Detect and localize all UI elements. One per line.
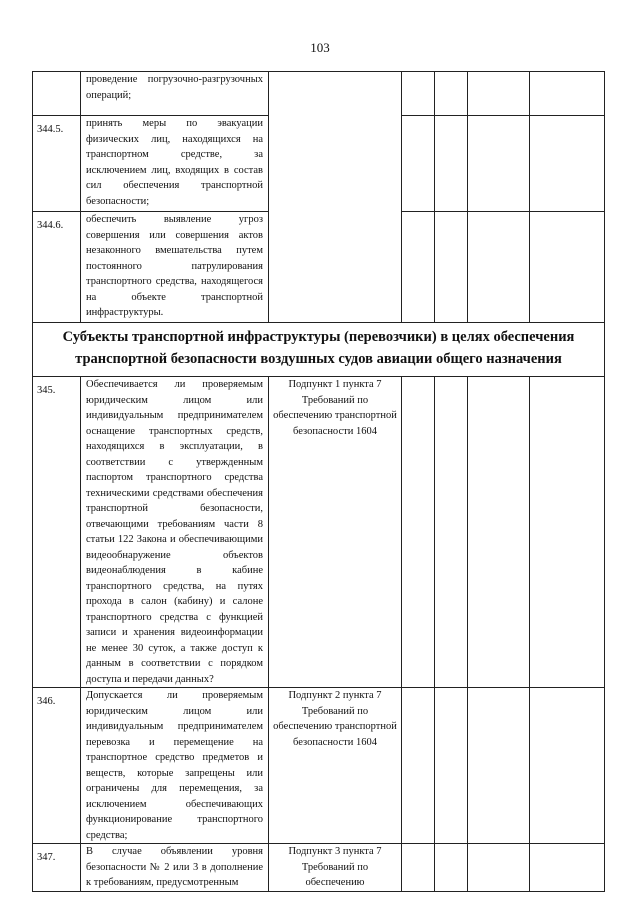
requirement-text: принять меры по эвакуации физических лиц, находящихся на транспортном средстве, за исключением лиц, входящих в состав сил обеспечения транспортной безопасности; — [81, 116, 269, 212]
na-cell — [468, 844, 530, 892]
reference-text: Подпункт 3 пункта 7 Требований по обеспечению — [269, 844, 402, 892]
yes-cell — [402, 844, 435, 892]
note-cell — [530, 688, 605, 844]
requirement-text: Допускается ли проверяемым юридическим лицом или индивидуальным предпринимателем перевозка и перемещение на транспортное средство предметов и веществ, которые запрещены или ограничены для перемещения, за исключением обеспечивающих функционирование транспортного средства; — [81, 688, 269, 844]
item-number: 344.5. — [33, 116, 81, 212]
na-cell — [468, 377, 530, 688]
note-cell — [530, 377, 605, 688]
requirement-text: проведение погрузочно-разгрузочных операций; — [81, 72, 269, 116]
table-row — [33, 688, 605, 844]
yes-cell — [402, 72, 435, 116]
reference-text: Подпункт 2 пункта 7 Требований по обеспечению транспортной безопасности 1604 — [269, 688, 402, 844]
requirement-text: обеспечить выявление угроз совершения или совершения актов незаконного вмешательства путем постоянного патрулирования транспортного средства, находящегося на объекте транспортной инфраструктуры. — [81, 212, 269, 323]
reference-text: Подпункт 1 пункта 7 Требований по обеспечению транспортной безопасности 1604 — [269, 377, 402, 688]
yes-cell — [402, 212, 435, 323]
requirement-text: Обеспечивается ли проверяемым юридическим лицом или индивидуальным предпринимателем оснащение транспортных средств, находящихся в эксплуатации, в соответствии с утвержденным паспортом транспортного средства техническими средствами обеспечения транспортной безопасности, отвечающими требованиям части 8 статьи 122 Закона и обеспечивающими видеообнаружение объектов видеонаблюдения в кабине транспортного средства, на путях прохода в салон (кабину) и салоне транспортного средства с функцией записи и хранения видеоинформации не менее 30 суток, а также доступ к данным в соответствии с порядком доступа и передачи данных? — [81, 377, 269, 688]
no-cell — [435, 72, 468, 116]
section-row — [33, 323, 605, 377]
no-cell — [435, 688, 468, 844]
note-cell — [530, 116, 605, 212]
yes-cell — [402, 116, 435, 212]
no-cell — [435, 116, 468, 212]
checklist-table — [32, 71, 605, 892]
note-cell — [530, 212, 605, 323]
table-row — [33, 72, 605, 116]
note-cell — [530, 72, 605, 116]
item-number: 347. — [33, 844, 81, 892]
section-title: Субъекты транспортной инфраструктуры (перевозчики) в целях обеспечения транспортной безопасности воздушных судов авиации общего назначения — [33, 323, 605, 377]
item-number: 344.6. — [33, 212, 81, 323]
reference-cell — [269, 72, 402, 323]
no-cell — [435, 844, 468, 892]
note-cell — [530, 844, 605, 892]
item-number — [33, 72, 81, 116]
no-cell — [435, 377, 468, 688]
table-row — [33, 844, 605, 892]
yes-cell — [402, 688, 435, 844]
na-cell — [468, 72, 530, 116]
na-cell — [468, 688, 530, 844]
item-number: 345. — [33, 377, 81, 688]
na-cell — [468, 116, 530, 212]
page-number: 103 — [310, 40, 330, 55]
requirement-text: В случае объявлении уровня безопасности № 2 или 3 в дополнение к требованиям, предусмотренным — [81, 844, 269, 892]
table-row — [33, 377, 605, 688]
yes-cell — [402, 377, 435, 688]
na-cell — [468, 212, 530, 323]
no-cell — [435, 212, 468, 323]
item-number: 346. — [33, 688, 81, 844]
